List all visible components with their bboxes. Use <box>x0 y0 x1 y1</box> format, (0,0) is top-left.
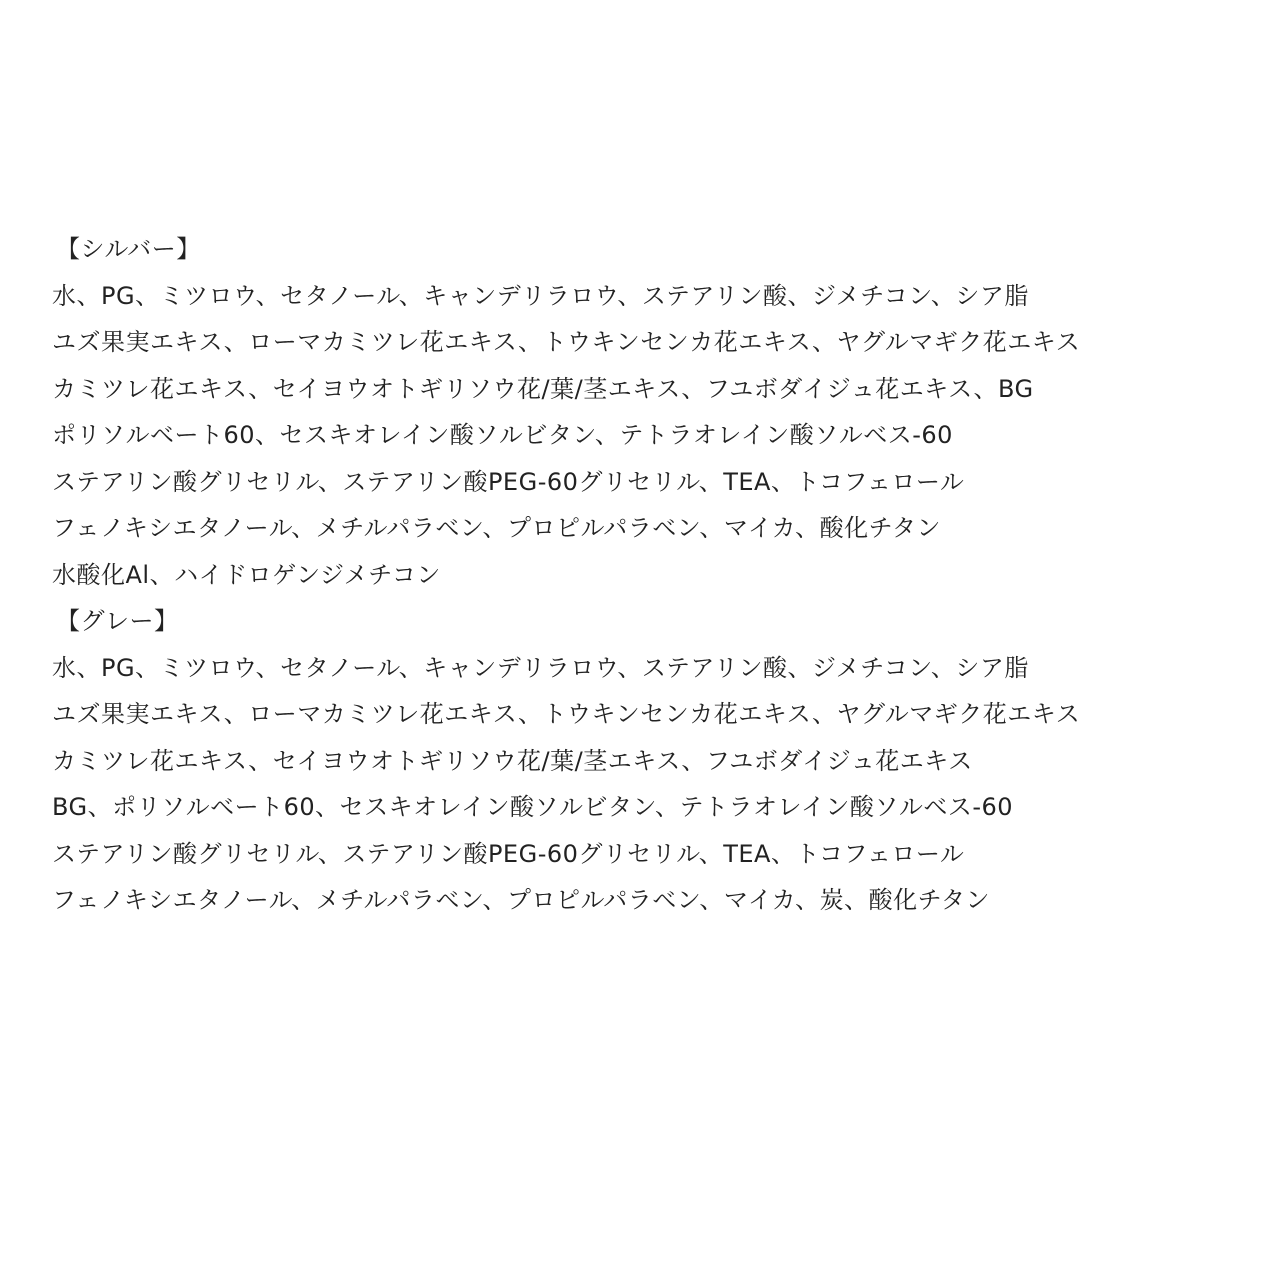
ingredients-document <box>52 226 1252 924</box>
ingredient-line: ユズ果実エキス、ローマカミツレ花エキス、トウキンセンカ花エキス、ヤグルマギク花エキス <box>52 700 1081 728</box>
ingredient-line: フェノキシエタノール、メチルパラベン、プロピルパラベン、マイカ、酸化チタン <box>52 514 941 542</box>
section-heading-gray: 【グレー】 <box>56 607 179 635</box>
ingredient-line: ステアリン酸グリセリル、ステアリン酸PEG-60グリセリル、TEA、トコフェロール <box>52 839 965 868</box>
ingredient-line: 水、PG、ミツロウ、セタノール、キャンデリラロウ、ステアリン酸、ジメチコン、シア脂 <box>52 653 1029 682</box>
section-silver <box>52 226 1252 598</box>
ingredient-line: ポリソルベート60、セスキオレイン酸ソルビタン、テトラオレイン酸ソルベス-60 <box>52 421 953 449</box>
ingredient-line: 水、PG、ミツロウ、セタノール、キャンデリラロウ、ステアリン酸、ジメチコン、シア脂 <box>52 281 1029 310</box>
section-heading-silver: 【シルバー】 <box>56 235 201 263</box>
ingredient-line: BG、ポリソルベート60、セスキオレイン酸ソルビタン、テトラオレイン酸ソルベス-60 <box>52 793 1014 821</box>
ingredient-line: 水酸化Al、ハイドロゲンジメチコン <box>52 560 441 589</box>
section-gray <box>52 598 1252 924</box>
ingredient-line: ステアリン酸グリセリル、ステアリン酸PEG-60グリセリル、TEA、トコフェロール <box>52 467 965 496</box>
ingredient-line: カミツレ花エキス、セイヨウオトギリソウ花/葉/茎エキス、フユボダイジュ花エキス、BG <box>52 374 1034 403</box>
ingredient-line: カミツレ花エキス、セイヨウオトギリソウ花/葉/茎エキス、フユボダイジュ花エキス <box>52 746 973 775</box>
ingredient-line: ユズ果実エキス、ローマカミツレ花エキス、トウキンセンカ花エキス、ヤグルマギク花エキス <box>52 328 1081 356</box>
ingredient-line: フェノキシエタノール、メチルパラベン、プロピルパラベン、マイカ、炭、酸化チタン <box>52 886 990 914</box>
